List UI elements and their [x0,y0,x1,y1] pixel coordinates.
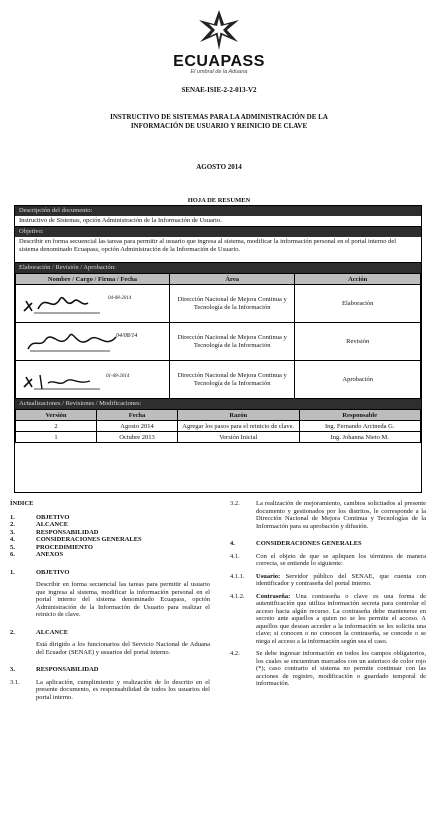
summary-sheet [14,205,422,493]
document-code: SENAE-ISIE-2-2-013-V2 [181,86,257,94]
approval-table [15,273,421,399]
index-item: 4. CONSIDERACIONES GENERALES [10,536,142,543]
update-reason: Versión Inicial [178,432,300,443]
section-alcance-text: Está dirigido a los funcionarios del Servicio Nacional de Aduana del Ecuador (SENAE) y usuarios del portal interno. [36,641,210,656]
approval-header-name: Nombre / Cargo / Firma / Fecha [16,274,170,285]
index-item: 6. ANEXOS [10,551,64,558]
section-4-1-2: 4.1.2. Contraseña: Una contraseña o clave es una forma de autentificación que utiliza información secreta para controlar el acceso hacia algún recurso. La contraseña debe mantenerse en secreto ante aquellos a quien no se les permite el acceso. A aquellos que desean acceder a la información se les solicita una clave; si conocen o no conocen la contraseña, se concede o se niega el acceso a la información según sea el caso. [230,592,426,645]
index-item: 3. RESPONSABILIDAD [10,528,99,536]
approval-area: Dirección Nacional de Mejora Continua y Tecnología de la Información [169,361,295,399]
approval-area: Dirección Nacional de Mejora Continua y Tecnología de la Información [169,323,295,361]
update-date: Octubre 2013 [97,432,178,443]
section-4-1: 4.1. Con el objeto de que se apliquen los términos de manera correcta, se entiende lo siguiente: [230,552,426,567]
approval-row [16,323,421,361]
section-4-1-1: 4.1.1. Usuario: Servidor público del SENAE, que cuenta con identificador y contraseña del portal interno. [230,572,426,587]
section-4-2: 4.2. Se debe ingresar información en todos los campos obligatorios, los cuales se encuentran marcados con un asterisco de color rojo (*); caso contrario el sistema no permite continuar con las acciones de registro, modificación o guardado temporal de información. [230,650,426,687]
update-responsible: Ing. Fernando Arcineda G. [299,421,421,432]
objective-text: Describir en forma secuencial las tareas para permitir al usuario que ingresa al sistema, modificar la información personal en el portal interno del sistema denominado Ecuapass, opción Administración de la Información de Usuario. [15,237,421,263]
updates-label: Actualizaciones / Revisiones / Modificaciones: [15,399,421,409]
updates-row [16,432,421,443]
update-responsible: Ing. Johanna Nieto M. [299,432,421,443]
updates-header-version: Versión [16,410,97,421]
description-label: Descripción del documento: [15,206,421,216]
logo-star-icon [186,8,252,52]
objective-label: Objetivo: [15,227,421,237]
section-3-1: 3.1. La aplicación, cumplimiento y realización de lo descrito en el presente documento, es responsabilidad de todos los usuarios del portal interno. [10,678,210,701]
signature-date: 04/08/14 [116,332,138,339]
approval-action: Elaboración [295,285,421,323]
index-list [10,514,210,559]
section-alcance-heading: 2. ALCANCE [10,628,69,636]
signature-image [16,362,169,398]
approval-header-action: Acción [295,274,421,285]
update-version: 2 [16,421,97,432]
updates-row [16,421,421,432]
approval-area: Dirección Nacional de Mejora Continua y Tecnología de la Información [169,285,295,323]
section-3-2: 3.2. La realización de mejoramiento, cambios solicitados al presente documento y gestionados por los distritos, le corresponde a la Dirección Nacional de Mejora Continua y Tecnologías de la Información para su aprobación y difusión. [230,500,426,530]
approval-action: Aprobación [295,361,421,399]
approval-row [16,361,421,399]
approval-action: Revisión [295,323,421,361]
approval-label: Elaboración / Revisión / Aprobación: [15,263,421,273]
index-heading: ÍNDICE [10,500,34,507]
approval-row [16,285,421,323]
signature-date: 01-08-2014 [106,373,130,379]
signature-image [16,324,169,360]
document-title: INSTRUCTIVO DE SISTEMAS PARA LA ADMINISTRACIÓN DE LA INFORMACIÓN DE USUARIO Y REINICIO DE CLAVE [110,113,328,130]
update-date: Agosto 2014 [97,421,178,432]
section-consideraciones-heading: 4. CONSIDERACIONES GENERALES [230,540,362,547]
ecuapass-logo [0,8,438,75]
section-objetivo-text: Describir en forma secuencial las tareas para permitir al usuario que ingresa al sistema, modificar la información personal en el portal interno del sistema denominado Ecuapass, opción Administración de la Información de Usuario para realizar el reinicio de clave. [36,581,210,618]
index-item: 2. ALCANCE [10,521,69,528]
signature-image [16,286,169,322]
section-objetivo-heading: 1. OBJETIVO [10,568,70,576]
signature-date: 04-08-2014 [108,295,132,301]
update-reason: Agregar los pasos para el reinicio de clave. [178,421,300,432]
logo-tagline: El umbral de la Aduana [190,69,248,75]
updates-header-reason: Razón [178,410,300,421]
index-item: 1. OBJETIVO [10,513,70,521]
updates-table [15,409,421,443]
updates-header-responsible: Responsable [299,410,421,421]
description-text: Instructivo de Sistemas, opción Administración de la Información de Usuario. [15,216,421,227]
updates-header-date: Fecha [97,410,178,421]
left-column [10,500,210,701]
right-column [230,500,426,688]
section-responsabilidad-heading: 3. RESPONSABILIDAD [10,666,99,673]
update-version: 1 [16,432,97,443]
logo-name: ECUAPASS [173,53,265,70]
summary-sheet-title: HOJA DE RESUMEN [187,197,251,204]
document-date: AGOSTO 2014 [196,163,242,171]
index-item: 5. PROCEDIMIENTO [10,543,93,551]
approval-header-area: Área [169,274,295,285]
